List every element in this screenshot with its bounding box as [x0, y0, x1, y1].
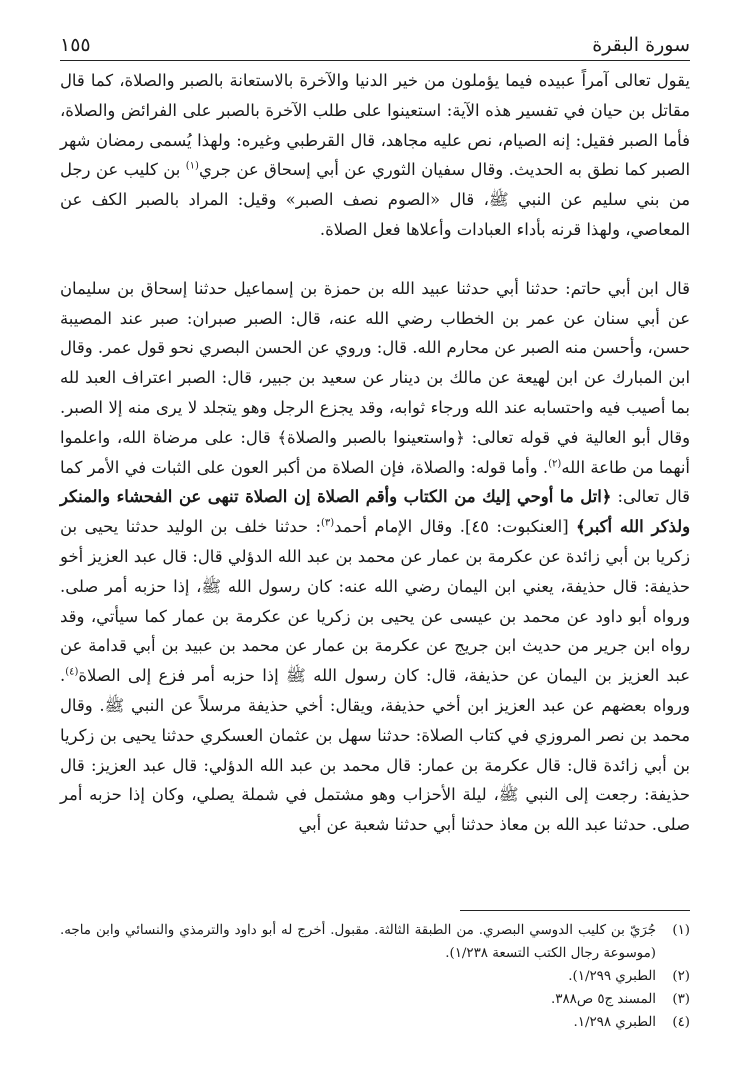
footnotes-section [60, 910, 690, 1034]
footnote-ref-1: (١) [185, 160, 199, 172]
sura-title: سورة البقرة [592, 34, 690, 56]
footnote-number: (٣) [672, 992, 690, 1007]
paragraph-2 [60, 274, 690, 840]
footnote-item [60, 988, 690, 1011]
footnote-text: الطبري ١/٢٩٩). [568, 969, 656, 984]
footnote-ref-2: (٢) [548, 458, 562, 470]
footnote-divider [460, 910, 690, 911]
main-text [60, 66, 690, 840]
page-header [60, 26, 690, 61]
paragraph-2-text-1: قال ابن أبي حاتم: حدثنا أبي حدثنا عبيد الله بن حمزة بن إسماعيل حدثنا إسحاق بن سليمان عن أبي سنان عن عمر بن الخطاب رضي الله عنه، قال: الصبر صبران: صبر عند المصيبة حسن، وأحسن منه الصبر عن محارم الله. قال: وروي عن الحسن البصري نحو قول عمر. وقال ابن المبارك عن ابن لهيعة عن مالك بن دينار عن سعيد بن جبير، قال: الصبر اعتراف العبد لله بما أصيب فيه واحتسابه عند الله ورجاء ثوابه، وقد يجزع الرجل وهو يتجلد لا يرى منه إلا الصبر. وقال أبو العالية في قوله تعالى: ﴿واستعينوا بالصبر والصلاة﴾ قال: على مرضاة الله، واعلموا أنهما من طاعة الله [60, 278, 690, 477]
paragraph-1-text-a: يقول تعالى آمراً عبيده فيما يؤملون من خير الدنيا والآخرة بالاستعانة بالصبر والصلاة، كما قال مقاتل بن حيان في تفسير هذه الآية: استعينوا على طلب الآخرة بالصبر على الفرائض والصلاة، فأما الصبر فقيل: إنه الصيام، نص عليه مجاهد، قال القرطبي وغيره: ولهذا يُسمى رمضان شهر الصبر كما نطق به الحديث. وقال سفيان الثوري عن أبي إسحاق عن جري [60, 71, 690, 180]
paragraph-1 [60, 66, 690, 245]
footnote-text: جُرَيّ بن كليب الدوسي البصري. من الطبقة الثالثة. مقبول. أخرج له أبو داود والترمذي والنسائي وابن ماجه. (موسوعة رجال الكتب التسعة ١/٢٣٨). [60, 923, 656, 961]
footnote-item [60, 1011, 690, 1034]
quran-verse-bold: ﴿اتل ما أوحي إليك من الكتاب وأقم الصلاة إن الصلاة تنهى عن الفحشاء والمنكر ولذكر الله أكبر﴾ [60, 487, 690, 537]
paragraph-2-text-4: : حدثنا خلف بن الوليد حدثنا يحيى بن زكريا بن أبي زائدة عن عكرمة بن عمار عن محمد بن عبد الله الدؤلي قال: قال عبد العزيز أخو حذيفة: قال حذيفة، يعني ابن اليمان رضي الله عنه: كان رسول الله ﷺ، إذا حزبه أمر صلى. ورواه أبو داود عن محمد بن عيسى عن يحيى بن زكريا عن عكرمة بن عمار كما سيأتي، وقد رواه ابن جرير من حديث ابن جريج عن عكرمة بن عمار عن محمد بن عبيد بن أبي قدامة عن عبد العزيز بن اليمان عن حذيفة، قال: كان رسول الله ﷺ إذا حزبه أمر فزع إلى الصلاة [60, 517, 690, 686]
footnote-item [60, 919, 690, 965]
footnote-number: (٤) [672, 1015, 690, 1030]
footnote-text: المسند ج٥ ص٣٨٨. [551, 992, 656, 1007]
footnote-text: الطبري ١/٢٩٨. [573, 1015, 656, 1030]
footnote-ref-3: (٣) [320, 517, 335, 529]
page-number: ١٥٥ [60, 34, 91, 56]
footnote-number: (١) [672, 923, 690, 938]
paragraph-2-text-5: . ورواه بعضهم عن عبد العزيز ابن أخي حذيفة، ويقال: أخي حذيفة مرسلاً عن النبي ﷺ. وقال محمد بن نصر المروزي في كتاب الصلاة: حدثنا سهل بن عثمان العسكري حدثنا يحيى بن زكريا بن أبي زائدة قال: قال عكرمة بن عمار: قال محمد بن عبد الله الدؤلي: قال عبد العزيز: قال حذيفة: رجعت إلى النبي ﷺ، ليلة الأحزاب وهو مشتمل في شملة يصلي، وكان إذا حزبه أمر صلى. حدثنا عبد الله بن معاذ حدثنا أبي حدثنا شعبة عن أبي [60, 666, 690, 835]
paragraph-2-text-3: [العنكبوت: ٤٥]. وقال الإمام أحمد [334, 517, 577, 537]
paragraph-1-text-b: بن كليب عن رجل من بني سليم عن النبي ﷺ، قال «الصوم نصف الصبر» وقيل: المراد بالصبر الكف عن المعاصي، ولهذا قرنه بأداء العبادات وأعلاها فعل الصلاة. [60, 160, 690, 239]
footnote-ref-4: (٤) [65, 666, 79, 678]
footnote-item [60, 965, 690, 988]
footnote-number: (٢) [672, 969, 690, 984]
paragraph-2-text-2: . وأما قوله: والصلاة، فإن الصلاة من أكبر العون على الثبات في الأمر كما قال تعالى: [60, 457, 690, 507]
